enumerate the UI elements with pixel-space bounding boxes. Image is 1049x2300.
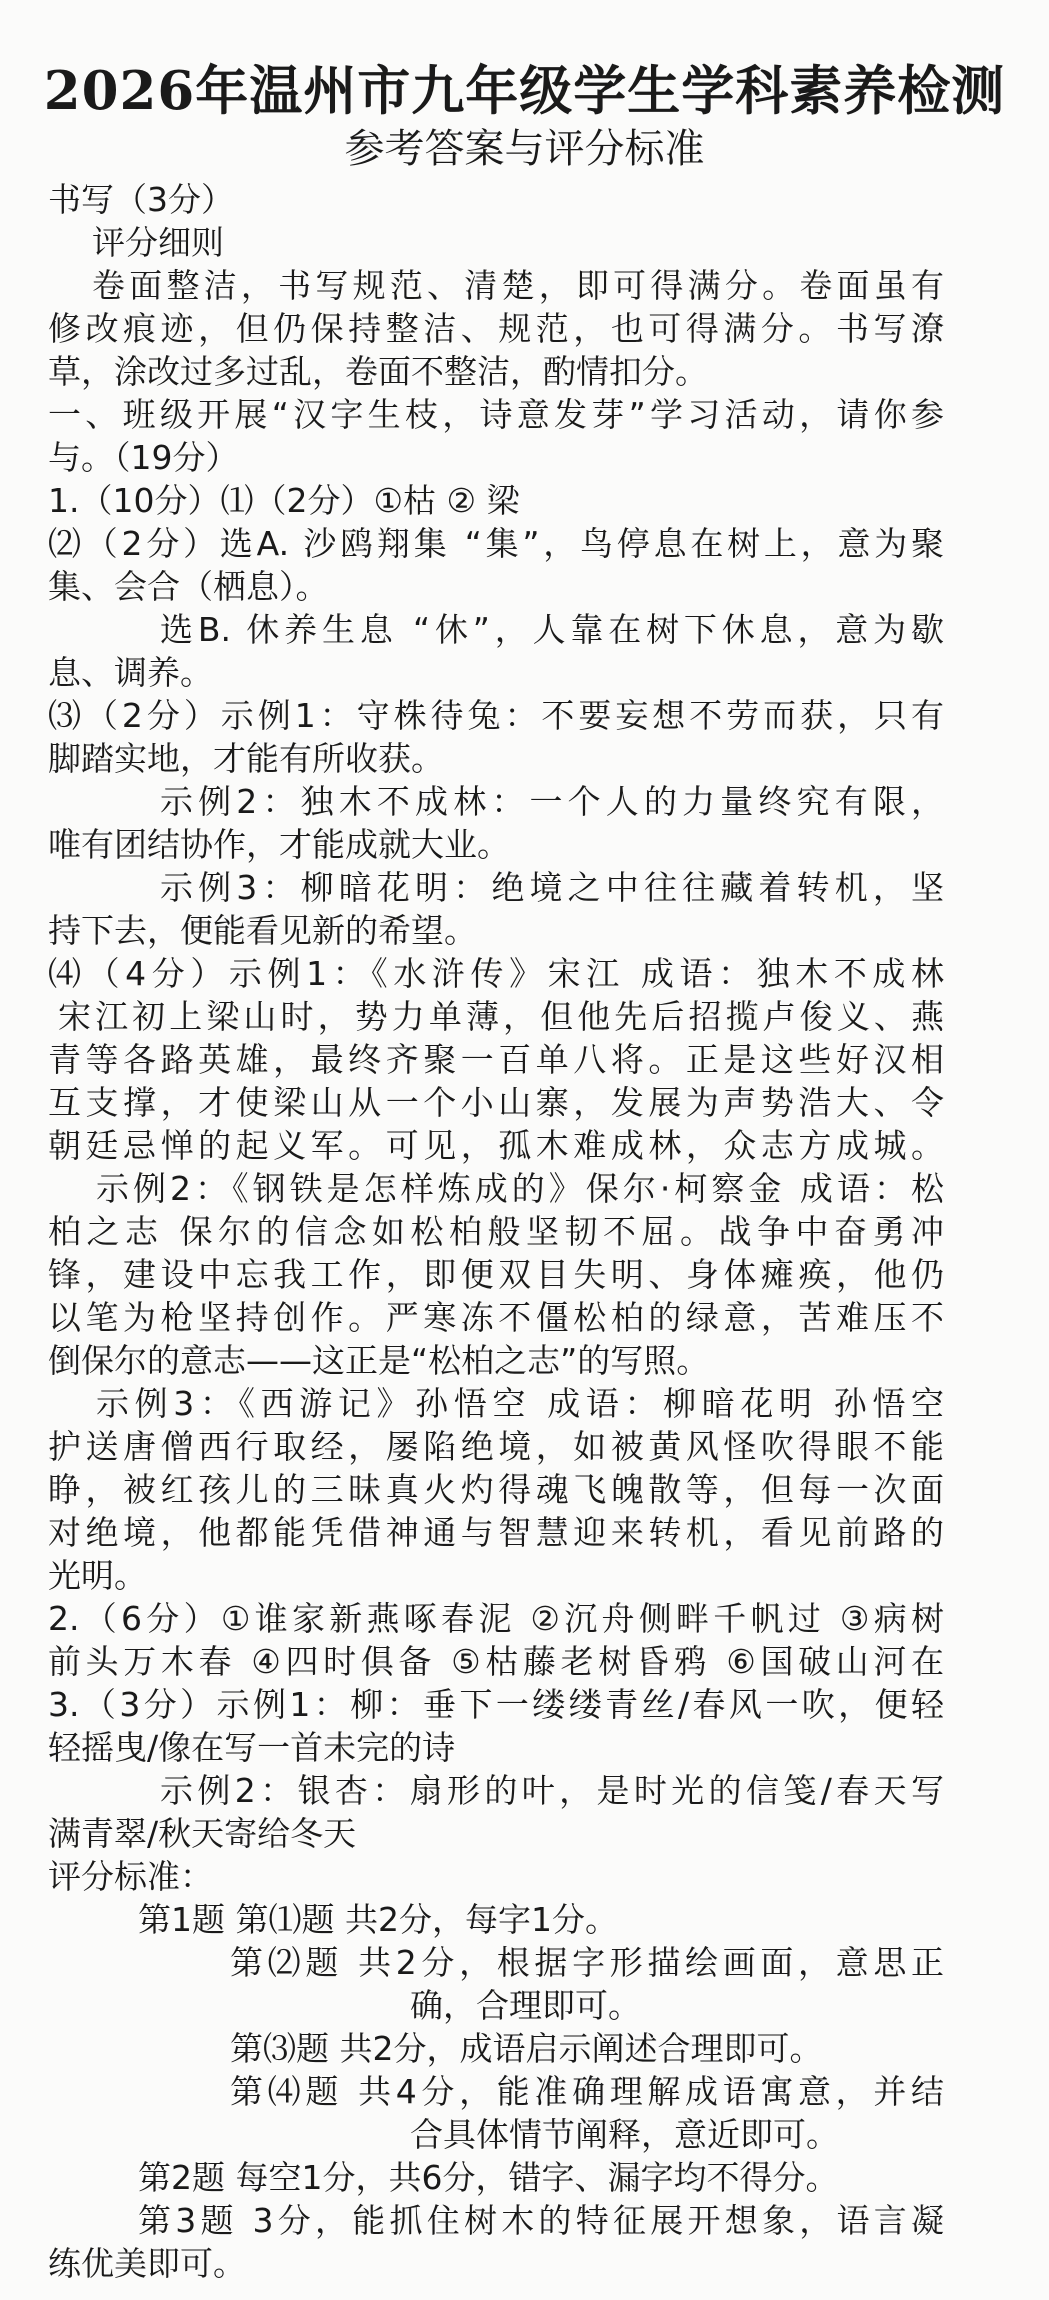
q1-part4-example1: ⑷（4分）示例1：《水浒传》宋江 成语：独木不成林 (48, 954, 944, 993)
text-line: 宋江初上梁山时，势力单薄，但他先后招揽卢俊义、燕 (58, 997, 944, 1036)
cut-off-line-decoration (60, 2288, 360, 2300)
scoring-q3: 第3题 3分，能抓住树木的特征展开想象，语言凝 (138, 2201, 944, 2240)
q1-part1-answer: 1.（10分）⑴（2分）①枯 ② 梁 (48, 481, 520, 520)
page-subtitle: 参考答案与评分标准 (344, 126, 705, 172)
text-line: 修改痕迹，但仍保持整洁、规范，也可得满分。书写潦 (48, 309, 944, 348)
scoring-q1-part4: 第⑷题 共4分，能准确理解成语寓意，并结 (230, 2072, 944, 2111)
text-line: 满青翠/秋天寄给冬天 (48, 1814, 357, 1853)
q3-example1: 3.（3分）示例1：柳：垂下一缕缕青丝/春风一吹，便轻 (48, 1685, 944, 1724)
text-line: 合具体情节阐释，意近即可。 (410, 2115, 839, 2154)
text-line: 睁，被红孩儿的三昧真火灼得魂飞魄散等，但每一次面 (48, 1470, 944, 1509)
text-line: 护送唐僧西行取经，屡陷绝境，如被黄风怪吹得眼不能 (48, 1427, 944, 1466)
q1-part2-option-a: ⑵（2分）选A. 沙鸥翔集 “集”，鸟停息在树上，意为聚 (48, 524, 944, 563)
text-line: 持下去，便能看见新的希望。 (48, 911, 477, 950)
text-line: 倒保尔的意志——这正是“松柏之志”的写照。 (48, 1341, 710, 1380)
q1-part2-option-b: 选B. 休养生息 “休”，人靠在树下休息，意为歇 (160, 610, 944, 649)
text-line: 青等各路英雄，最终齐聚一百单八将。正是这些好汉相 (48, 1040, 944, 1079)
q1-part4-example2: 示例2：《钢铁是怎样炼成的》保尔·柯察金 成语：松 (96, 1169, 944, 1208)
text-line: 确，合理即可。 (410, 1986, 641, 2025)
text-line: 息、调养。 (48, 653, 213, 692)
q1-part3-example3: 示例3：柳暗花明：绝境之中往往藏着转机，坚 (160, 868, 944, 907)
page-title: 2026年温州市九年级学生学科素养检测 (43, 60, 1006, 122)
text-line: 光明。 (48, 1556, 147, 1595)
section-one-heading: 一、班级开展“汉字生枝，诗意发芽”学习活动，请你参 (48, 395, 944, 434)
scoring-standard-heading: 评分标准： (48, 1857, 213, 1896)
text-line: 集、会合（栖息）。 (48, 567, 329, 606)
text-line: 卷面整洁，书写规范、清楚，即可得满分。卷面虽有 (92, 266, 944, 305)
q1-part3-example1: ⑶（2分）示例1：守株待兔：不要妄想不劳而获，只有 (48, 696, 944, 735)
text-line: 轻摇曳/像在写一首未完的诗 (48, 1728, 456, 1767)
scoring-q1-part1: 第1题 第⑴题 共2分，每字1分。 (138, 1900, 618, 1939)
text-line: 练优美即可。 (48, 2244, 246, 2283)
scoring-details-heading: 评分细则 (92, 223, 224, 262)
text-line: 柏之志 保尔的信念如松柏般坚韧不屈。战争中奋勇冲 (48, 1212, 944, 1251)
text-line: 唯有团结协作，才能成就大业。 (48, 825, 510, 864)
section-writing-heading: 书写（3分） (48, 180, 234, 219)
text-line: 草，涂改过多过乱，卷面不整洁，酌情扣分。 (48, 352, 708, 391)
scoring-q2: 第2题 每空1分，共6分，错字、漏字均不得分。 (138, 2158, 839, 2197)
text-line: 锋，建设中忘我工作，即便双目失明、身体瘫痪，他仍 (48, 1255, 944, 1294)
section-one-score: 与。（19分） (48, 438, 239, 477)
q3-example2: 示例2：银杏：扇形的叶，是时光的信笺/春天写 (160, 1771, 944, 1810)
scoring-q1-part3: 第⑶题 共2分，成语启示阐述合理即可。 (230, 2029, 823, 2068)
scoring-q1-part2: 第⑵题 共2分，根据字形描绘画面，意思正 (230, 1943, 944, 1982)
q1-part4-example3: 示例3：《西游记》孙悟空 成语：柳暗花明 孙悟空 (96, 1384, 944, 1423)
text-line: 前头万木春 ④四时俱备 ⑤枯藤老树昏鸦 ⑥国破山河在 (48, 1642, 944, 1681)
q1-part3-example2: 示例2：独木不成林：一个人的力量终究有限， (160, 782, 944, 821)
text-line: 互支撑，才使梁山从一个小山寨，发展为声势浩大、令 (48, 1083, 944, 1122)
text-line: 脚踏实地，才能有所收获。 (48, 739, 444, 778)
text-line: 朝廷忌惮的起义军。可见，孤木难成林，众志方成城。 (48, 1126, 944, 1165)
q2-answer: 2.（6分）①谁家新燕啄春泥 ②沉舟侧畔千帆过 ③病树 (48, 1599, 944, 1638)
text-line: 以笔为枪坚持创作。严寒冻不僵松柏的绿意，苦难压不 (48, 1298, 944, 1337)
text-line: 对绝境，他都能凭借神通与智慧迎来转机，看见前路的 (48, 1513, 944, 1552)
